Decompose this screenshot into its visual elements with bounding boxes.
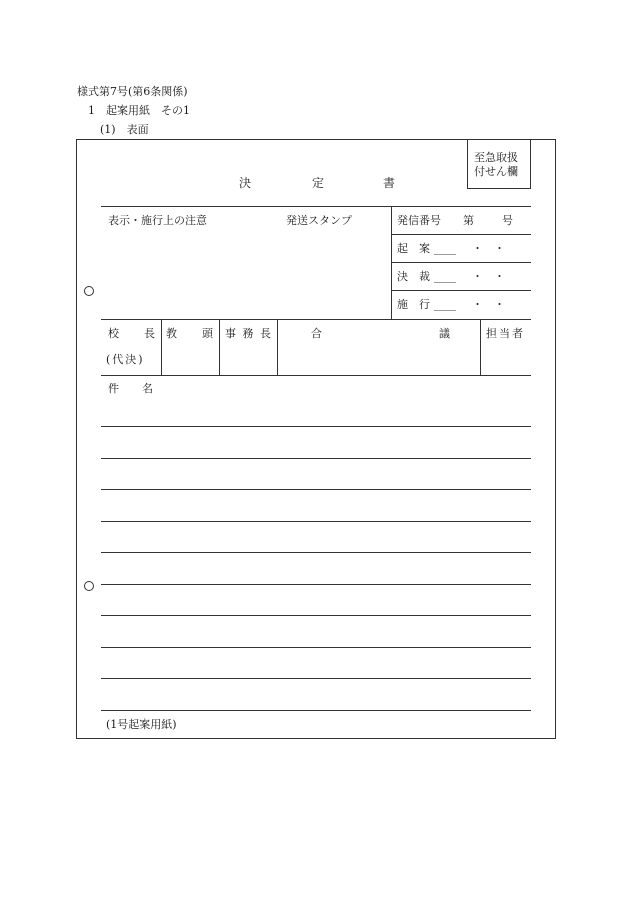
office-manager-char-3: 長 (260, 327, 271, 340)
title-char-2: 定 (312, 176, 325, 190)
notes-label: 表示・施行上の注意 (108, 214, 207, 227)
ruled-line (101, 552, 531, 553)
head-teacher-char-1: 教 (166, 327, 177, 340)
dispatch-rule-3 (391, 290, 531, 291)
consultation-char-1: 合 (311, 327, 322, 340)
approval-row-bottom-rule (101, 375, 531, 376)
ruled-line (101, 647, 531, 648)
urgent-handling-box (467, 139, 531, 189)
binding-hole-circle (84, 286, 94, 296)
binding-hole-circle (84, 581, 94, 591)
title-char-3: 書 (383, 176, 396, 190)
form-frame (76, 139, 556, 739)
approval-divider (277, 319, 278, 375)
draft-label: 起 案 (397, 242, 430, 255)
office-manager-char-1: 事 (225, 327, 236, 340)
office-manager-label (225, 328, 271, 339)
stamp-label: 発送スタンプ (286, 214, 352, 227)
approval-divider (219, 319, 220, 375)
person-in-charge-label: 担当者 (486, 327, 525, 340)
approval-divider (480, 319, 481, 375)
dispatch-rule-1 (391, 234, 531, 235)
urgent-label-line2: 付せん欄 (474, 165, 518, 178)
ruled-line (101, 458, 531, 459)
principal-char-1: 校 (108, 327, 119, 340)
subsection-title: (1) 表面 (100, 123, 149, 136)
dispatch-rule-2 (391, 262, 531, 263)
approval-divider (161, 319, 162, 375)
footer-note: (1号起案用紙) (106, 718, 177, 731)
principal-label (108, 328, 155, 339)
title-char-1: 決 (239, 176, 252, 190)
proxy-decision-label: (代決) (106, 353, 145, 366)
ruled-line (101, 710, 531, 711)
draft-blank: ____ (434, 242, 456, 255)
ruled-line (101, 678, 531, 679)
principal-char-2: 長 (144, 327, 155, 340)
dispatch-dai: 第 (463, 214, 474, 227)
title-rule (101, 206, 531, 207)
section-title: 1 起案用紙 その1 (88, 104, 190, 117)
ruled-line (101, 489, 531, 490)
office-manager-char-2: 務 (242, 327, 254, 340)
urgent-label-line1: 至急取扱 (474, 151, 518, 164)
head-teacher-char-2: 頭 (202, 327, 213, 340)
approval-date-dots: ・ ・ (472, 270, 505, 283)
subject-label (108, 383, 153, 394)
enforcement-date-dots: ・ ・ (472, 298, 505, 311)
draft-date-dots: ・ ・ (472, 242, 505, 255)
consultation-char-2: 議 (439, 327, 450, 340)
ruled-line (101, 521, 531, 522)
approval-row-top-rule (101, 319, 531, 320)
subject-char-1: 件 (108, 382, 119, 395)
enforcement-blank: ____ (434, 298, 456, 311)
head-teacher-label (166, 328, 213, 339)
form-number: 様式第7号(第6条関係) (77, 85, 188, 98)
ruled-line (101, 584, 531, 585)
ruled-line (101, 615, 531, 616)
dispatch-go: 号 (502, 214, 513, 227)
dispatch-number-label: 発信番号 (397, 214, 441, 227)
approval-blank: ____ (434, 270, 456, 283)
subject-char-2: 名 (142, 382, 153, 395)
ruled-line (101, 426, 531, 427)
enforcement-label: 施 行 (397, 298, 430, 311)
approval-label: 決 裁 (397, 270, 430, 283)
